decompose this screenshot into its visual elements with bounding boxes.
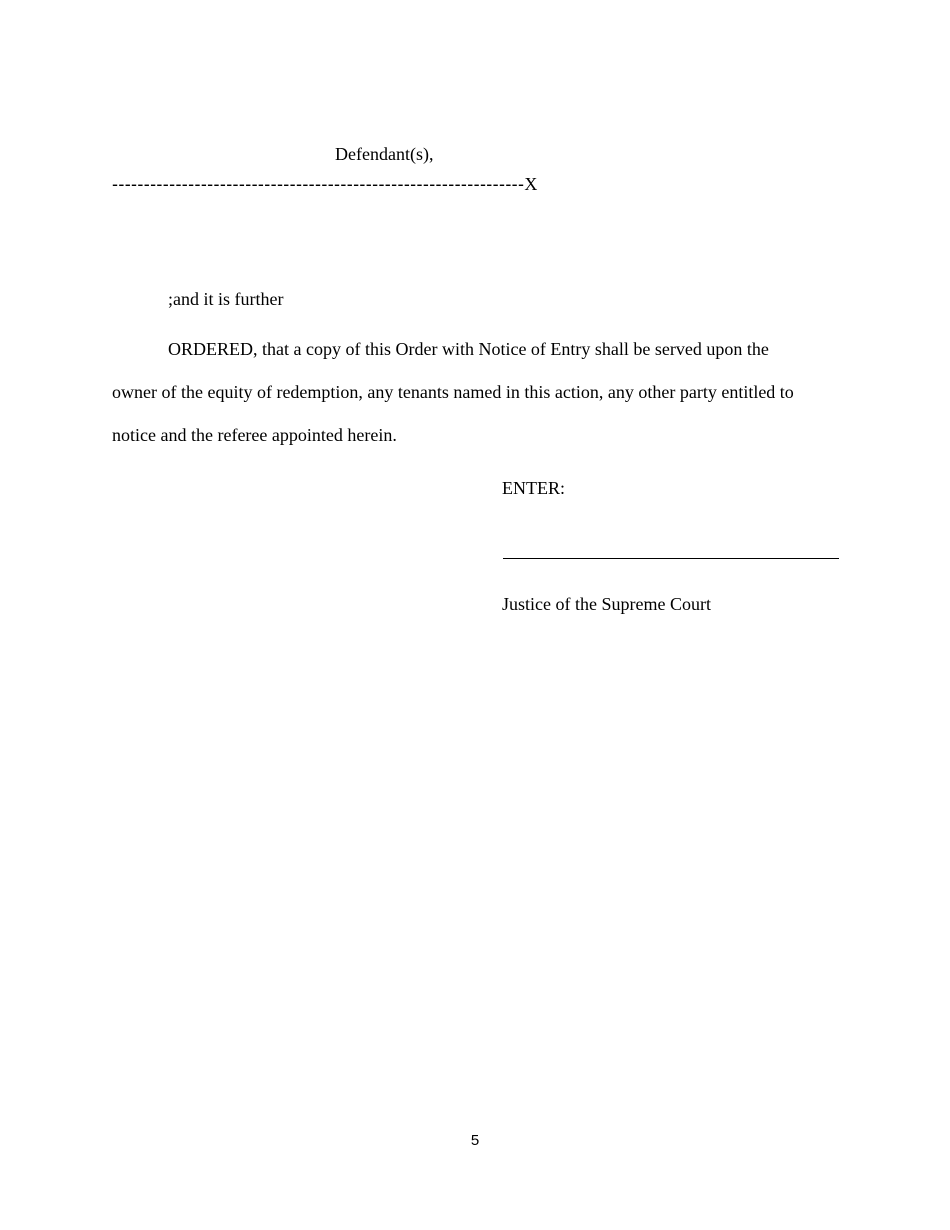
ordered-paragraph — [112, 328, 832, 457]
ordered-line: owner of the equity of redemption, any tenants named in this action, any other party entitled to — [112, 382, 794, 402]
page-number: 5 — [470, 1132, 480, 1149]
ordered-line: notice and the referee appointed herein. — [112, 425, 397, 445]
caption-divider-end: X — [524, 174, 538, 194]
signer-title: Justice of the Supreme Court — [502, 594, 711, 614]
enter-label: ENTER: — [502, 478, 565, 498]
caption-divider — [112, 173, 537, 195]
caption-divider-dashes: ----------------------------------------------------------------- — [112, 174, 525, 194]
party-label-defendants: Defendant(s), — [335, 144, 434, 164]
ordered-line: ORDERED, that a copy of this Order with Notice of Entry shall be served upon the — [168, 339, 769, 359]
signature-line — [503, 558, 839, 559]
continuation-clause: ;and it is further — [168, 289, 284, 309]
